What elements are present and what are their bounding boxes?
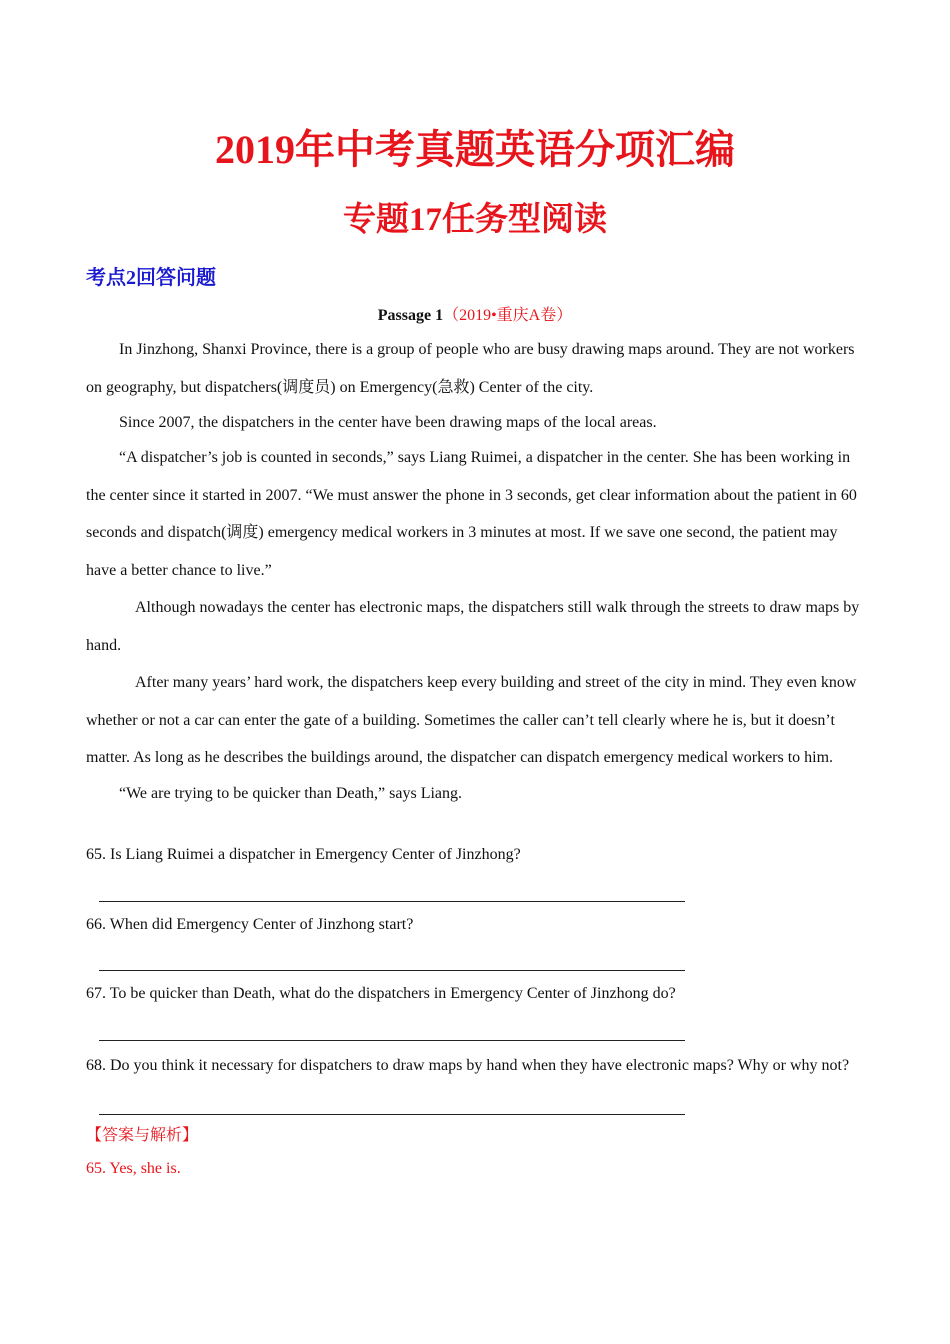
answers-heading: 【答案与解析】 [86,1126,199,1144]
questions-block [86,838,866,1185]
passage-paragraph: “We are trying to be quicker than Death,” says Liang. [119,784,463,802]
passage-paragraph: Although nowadays the center has electronic maps, the dispatchers still walk through the streets to draw maps by hand. [86,599,860,654]
passage-name: Passage 1 [377,307,444,324]
document-title: 2019年中考真题英语分项汇编 [215,127,735,172]
answer-item: 65. Yes, she is. [86,1159,181,1177]
document-subtitle: 专题17任务型阅读 [343,202,607,238]
question-item: 67. To be quicker than Death, what do the dispatchers in Emergency Center of Jinzhong do? [86,985,676,1002]
answer-blank[interactable] [99,1084,685,1115]
question-item: 68. Do you think it necessary for dispatchers to draw maps by hand when they have electronic maps? Why or why not? [86,1056,850,1074]
passage-source: （2019•重庆A卷） [443,307,573,324]
passage-title [0,303,950,329]
question-item: 65. Is Liang Ruimei a dispatcher in Emergency Center of Jinzhong? [86,846,521,863]
question-item: 66. When did Emergency Center of Jinzhong start? [86,915,414,933]
passage-paragraph: “A dispatcher’s job is counted in seconds,” says Liang Ruimei, a dispatcher in the center. She has been working in the center since it started in 2007. “We must answer the phone in 3 seconds, get clear information about the patient in 60 seconds and dispatch(调度) emergency medical workers in 3 minutes at most. If we save one second, the patient may have a better chance to live.” [86,449,857,579]
passage-paragraph: In Jinzhong, Shanxi Province, there is a group of people who are busy drawing maps around. They are not workers on geography, but dispatchers(调度员) on Emergency(急救) Center of the city. [86,341,855,396]
passage-body [86,331,866,810]
answer-blank[interactable] [99,871,685,902]
answer-blank[interactable] [99,941,685,972]
section-heading: 考点2回答问题 [86,267,216,289]
passage-paragraph: After many years’ hard work, the dispatchers keep every building and street of the city in mind. They even know whether or not a car can enter the gate of a building. Sometimes the caller can’t tell clearly where he is, but it doesn’t matter. As long as he describes the buildings around, the dispatcher can dispatch emergency medical workers to him. [86,674,857,766]
answer-blank[interactable] [99,1010,685,1041]
passage-paragraph: Since 2007, the dispatchers in the center have been drawing maps of the local areas. [119,414,657,431]
